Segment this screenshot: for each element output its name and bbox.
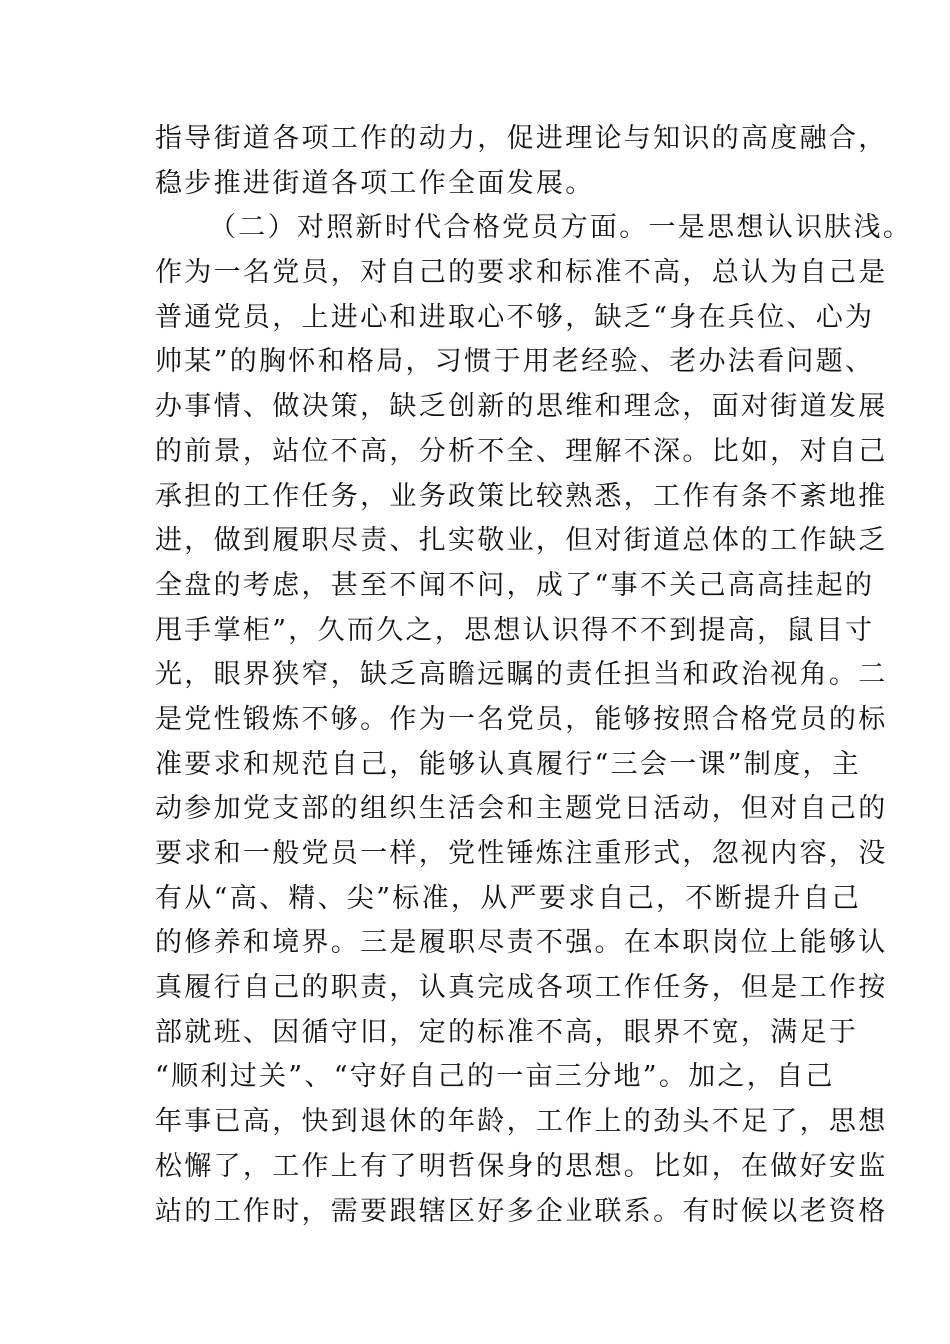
text-line: 站的工作时，需要跟辖区好多企业联系。有时候以老资格 bbox=[155, 1195, 888, 1227]
text-line: 的修养和境界。三是履职尽责不强。在本职岗位上能够认 bbox=[155, 927, 888, 959]
text-line: 松懈了，工作上有了明哲保身的思想。比如，在做好安监 bbox=[155, 1150, 888, 1182]
text-line: 作为一名党员，对自己的要求和标准不高，总认为自己是 bbox=[155, 257, 888, 289]
text-line: 的前景，站位不高，分析不全、理解不深。比如，对自己 bbox=[155, 435, 888, 467]
body-text bbox=[155, 117, 913, 1234]
text-line: 指导街道各项工作的动力，促进理论与知识的高度融合， bbox=[155, 123, 888, 154]
text-line: 要求和一般党员一样，党性锤炼注重形式，忽视内容，没 bbox=[155, 838, 888, 869]
text-line: 部就班、因循守旧，定的标准不高，眼界不宽，满足于 bbox=[155, 1016, 859, 1048]
text-line: 稳步推进街道各项工作全面发展。 bbox=[155, 167, 595, 199]
text-line: 帅某”的胸怀和格局，习惯于用老经验、老办法看问题、 bbox=[155, 346, 875, 378]
text-line: 进，做到履职尽责、扎实敬业，但对街道总体的工作缺乏 bbox=[155, 525, 888, 557]
text-line: 是党性锻炼不够。作为一名党员，能够按照合格党员的标 bbox=[155, 703, 888, 735]
text-line: 承担的工作任务，业务政策比较熟悉，工作有条不紊地推 bbox=[155, 480, 888, 512]
text-line: 全盘的考虑，甚至不闻不问，成了“事不关己高高挂起的 bbox=[155, 569, 875, 601]
section-heading-line: （二）对照新时代合格党员方面。一是思想认识肤浅。 bbox=[209, 212, 913, 244]
text-line: “顺利过关”、“守好自己的一亩三分地”。加之，自己 bbox=[155, 1061, 835, 1093]
text-line: 普通党员，上进心和进取心不够，缺乏“身在兵位、心为 bbox=[155, 301, 875, 333]
text-line: 甩手掌柜”，久而久之，思想认识得不不到提高，鼠目寸 bbox=[155, 614, 875, 646]
text-line: 办事情、做决策，缺乏创新的思维和理念，面对街道发展 bbox=[155, 391, 888, 423]
text-line: 真履行自己的职责，认真完成各项工作任务，但是工作按 bbox=[155, 972, 888, 1004]
text-line: 准要求和规范自己，能够认真履行“三会一课”制度，主 bbox=[155, 748, 862, 780]
text-line: 光，眼界狭窄，缺乏高瞻远瞩的责任担当和政治视角。二 bbox=[155, 659, 888, 691]
text-line: 有从“高、精、尖”标准，从严要求自己，不断提升自己 bbox=[155, 882, 862, 914]
text-line: 年事已高，快到退休的年龄，工作上的劲头不足了，思想 bbox=[155, 1106, 888, 1138]
text-line: 动参加党支部的组织生活会和主题党日活动，但对自己的 bbox=[155, 793, 888, 825]
